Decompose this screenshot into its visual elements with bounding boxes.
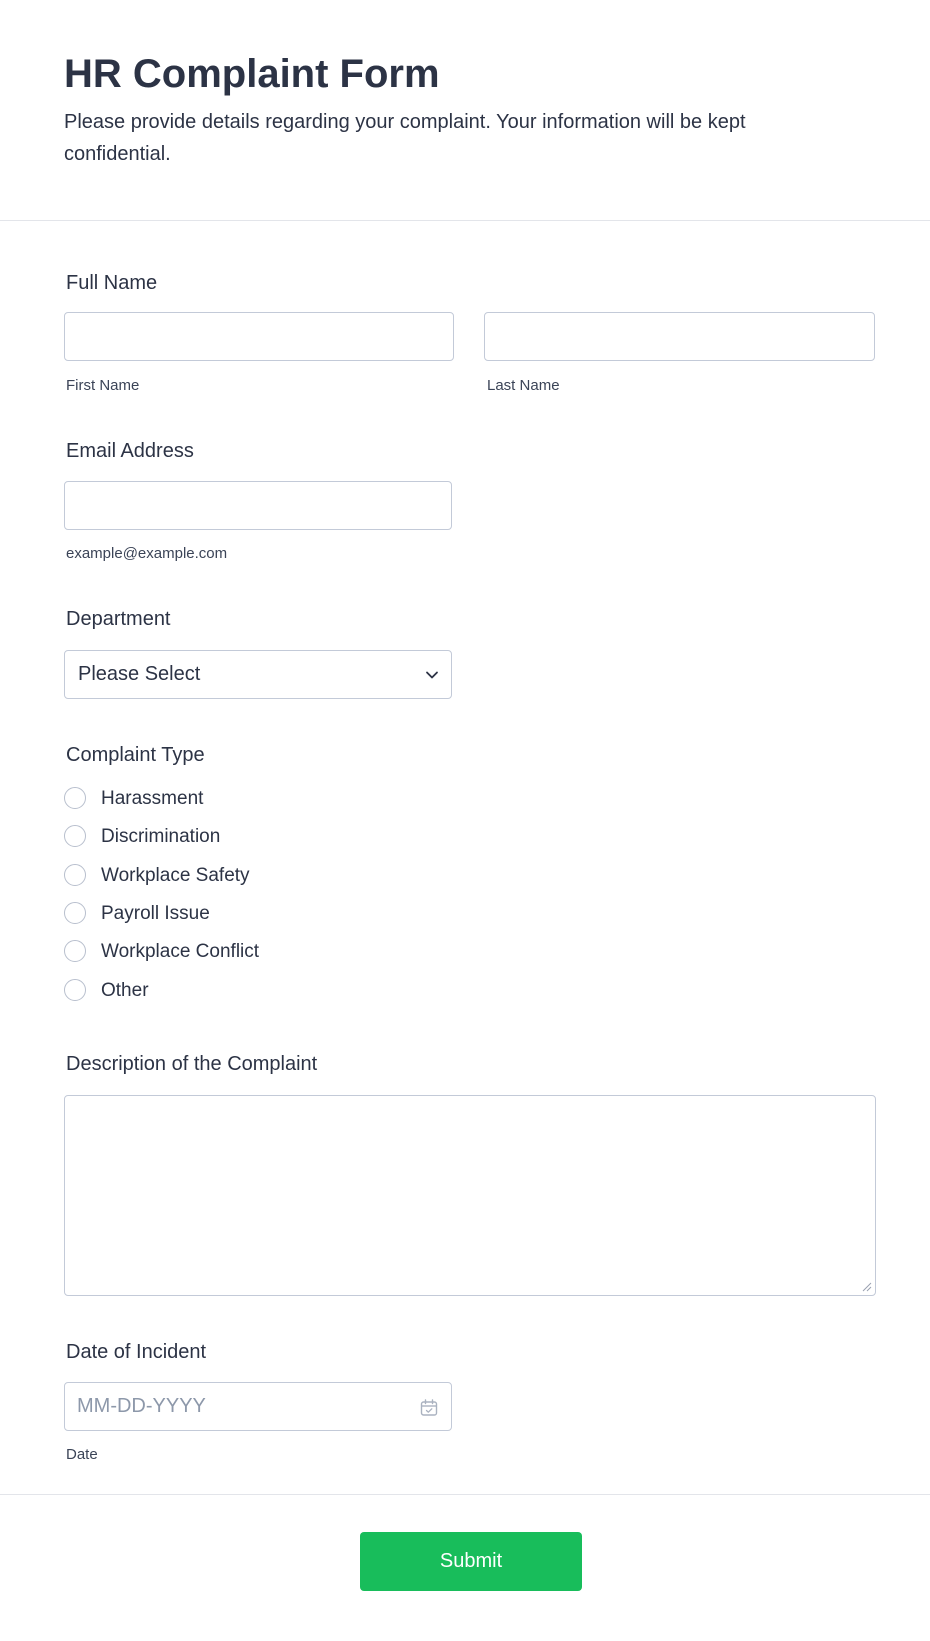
chevron-down-icon [425, 668, 439, 682]
last-name-input[interactable] [484, 312, 875, 361]
radio-button[interactable] [64, 825, 86, 847]
radio-button[interactable] [64, 902, 86, 924]
radio-option-workplace-conflict[interactable] [64, 940, 464, 966]
radio-button[interactable] [64, 787, 86, 809]
department-label: Department [66, 608, 171, 630]
department-select[interactable] [64, 650, 452, 699]
radio-label: Harassment [101, 788, 204, 809]
first-name-sublabel: First Name [66, 377, 140, 394]
radio-option-harassment[interactable] [64, 787, 464, 813]
submit-button[interactable]: Submit [360, 1532, 582, 1591]
department-selected-value: Please Select [78, 663, 201, 685]
description-label: Description of the Complaint [66, 1053, 318, 1075]
date-sublabel: Date [66, 1446, 98, 1463]
radio-option-discrimination[interactable] [64, 825, 464, 851]
radio-option-workplace-safety[interactable] [64, 864, 464, 890]
description-textarea[interactable] [64, 1095, 876, 1296]
radio-button[interactable] [64, 864, 86, 886]
radio-label: Workplace Safety [101, 865, 250, 886]
radio-button[interactable] [64, 940, 86, 962]
email-sublabel: example@example.com [66, 545, 228, 562]
date-label: Date of Incident [66, 1341, 207, 1363]
full-name-label: Full Name [66, 272, 158, 294]
email-label: Email Address [66, 440, 194, 462]
radio-option-payroll-issue[interactable] [64, 902, 464, 928]
radio-option-other[interactable] [64, 979, 464, 1005]
calendar-icon[interactable] [419, 1398, 439, 1418]
radio-label: Payroll Issue [101, 903, 210, 924]
page-title: HR Complaint Form [64, 52, 440, 96]
form-header [0, 0, 930, 221]
footer-divider [0, 1494, 930, 1495]
page-subtitle: Please provide details regarding your complaint. Your information will be kept confidential. [64, 111, 746, 165]
first-name-input[interactable] [64, 312, 454, 361]
radio-label: Discrimination [101, 826, 221, 847]
complaint-type-label: Complaint Type [66, 744, 205, 766]
date-input[interactable] [64, 1382, 452, 1431]
radio-label: Other [101, 980, 149, 1001]
radio-button[interactable] [64, 979, 86, 1001]
email-input[interactable] [64, 481, 452, 530]
radio-label: Workplace Conflict [101, 941, 260, 962]
last-name-sublabel: Last Name [487, 377, 560, 394]
resize-handle-icon[interactable] [860, 1280, 872, 1292]
